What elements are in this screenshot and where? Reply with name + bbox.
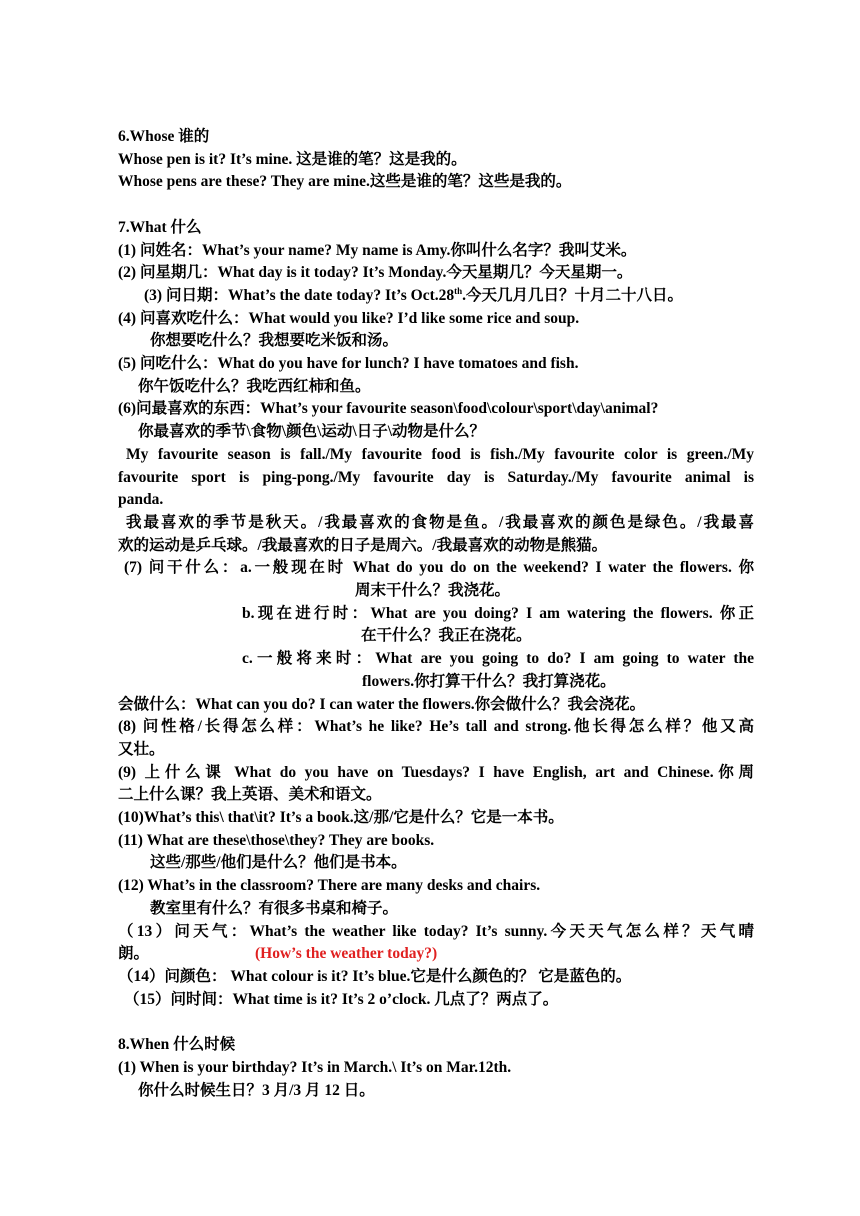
- blank-line: [118, 194, 754, 217]
- text-line: 又壮。: [118, 740, 165, 758]
- text-line: 欢的运动是乒乓球。/我最喜欢的日子是周六。/我最喜欢的动物是熊猫。: [118, 536, 608, 554]
- heading-what: 7.What 什么: [118, 218, 202, 236]
- text-line: 你最喜欢的季节\食物\颜色\运动\日子\动物是什么？: [138, 423, 486, 441]
- text-line: 你想要吃什么？我想要吃米饭和汤。: [150, 332, 399, 350]
- text-line: panda.: [118, 491, 164, 509]
- text-line: （14）问颜色： What colour is it? It’s blue.它是什么颜色的？ 它是蓝色的。: [118, 968, 632, 985]
- text-line: (12) What’s in the classroom? There are many desks and chairs.: [118, 877, 541, 895]
- text-line: (5) 问吃什么：What do you have for lunch? I have tomatoes and fish.: [118, 355, 579, 373]
- heading-whose: 6.Whose 谁的: [118, 128, 210, 145]
- date-text: (3) 问日期：What’s the date today? It’s Oct.28: [144, 286, 455, 304]
- text-line: 会做什么：What can you do? I can water the flowers.你会做什么？我会浇花。: [118, 695, 646, 713]
- text-line-weather: [118, 943, 754, 966]
- text-line-justified: favourite sport is ping-pong./My favourite day is Saturday./My favourite animal is: [118, 468, 754, 486]
- text-line: flowers.你打算干什么？我打算浇花。: [362, 672, 616, 690]
- blank-line: [118, 1011, 754, 1034]
- text-line: (2) 问星期几：What day is it today? It’s Monday.今天星期几？今天星期一。: [118, 264, 633, 282]
- text-line: 在干什么？我正在浇花。: [361, 627, 532, 645]
- text-line: 这些/那些/他们是什么？他们是书本。: [150, 854, 407, 872]
- text-line: (1) 问姓名：What’s your name? My name is Amy.你叫什么名字？我叫艾米。: [118, 241, 637, 259]
- weather-end: 朗。: [118, 945, 150, 963]
- text-line-justified: My favourite season is fall./My favourite food is fish./My favourite color is green./My: [126, 445, 754, 463]
- weather-alt-question: (How’s the weather today?): [255, 945, 438, 963]
- text-line: 周末干什么？我浇花。: [355, 582, 511, 600]
- text-line: (6)问最喜欢的东西：What’s your favourite season\food\colour\sport\day\animal?: [118, 400, 659, 418]
- text-line: Whose pen is it? It’s mine. 这是谁的笔？这是我的。: [118, 150, 467, 168]
- text-line-justified: (9) 上什么课 What do you have on Tuesdays? I have English, art and Chinese.你周: [118, 763, 754, 781]
- text-line: (4) 问喜欢吃什么：What would you like? I’d like some rice and soup.: [118, 309, 580, 327]
- text-line-justified: b.现在进行时：What are you doing? I am watering the flowers. 你正: [242, 604, 754, 622]
- date-text-after: .今天几月几日？十月二十八日。: [462, 286, 684, 304]
- document-page: [118, 126, 754, 1102]
- text-line-date: [118, 285, 754, 308]
- text-line: (11) What are these\those\they? They are books.: [118, 831, 435, 849]
- text-line: 你午饭吃什么？我吃西红柿和鱼。: [138, 377, 371, 395]
- text-line-justified: (8) 问性格/长得怎么样：What’s he like? He’s tall and strong.他长得怎么样？他又高: [118, 718, 754, 736]
- text-line: （15）问时间：What time is it? It’s 2 o’clock. 几点了？两点了。: [124, 990, 559, 1008]
- text-line: Whose pens are these? They are mine.这些是谁的笔？这些是我的。: [118, 173, 572, 191]
- text-line-justified: 我最喜欢的季节是秋天。/我最喜欢的食物是鱼。/我最喜欢的颜色是绿色。/我最喜: [126, 513, 754, 531]
- text-line: 教室里有什么？有很多书桌和椅子。: [150, 899, 399, 917]
- text-line-justified: (7) 问干什么：a.一般现在时 What do you do on the weekend? I water the flowers. 你: [124, 559, 754, 577]
- text-line-justified: （13）问天气：What’s the weather like today? It’s sunny.今天天气怎么样？天气晴: [118, 922, 754, 940]
- ordinal-suffix: th: [454, 285, 463, 296]
- text-line: 你什么时候生日？3 月/3 月 12 日。: [138, 1081, 375, 1099]
- text-line: (1) When is your birthday? It’s in March.\ It’s on Mar.12th.: [118, 1058, 512, 1076]
- text-line: (10)What’s this\ that\it? It’s a book.这/那/它是什么？它是一本书。: [118, 809, 564, 827]
- heading-when: 8.When 什么时候: [118, 1036, 236, 1054]
- text-line: 二上什么课？我上英语、美术和语文。: [118, 786, 382, 804]
- text-line-justified: c.一般将来时：What are you going to do? I am going to water the: [242, 650, 754, 668]
